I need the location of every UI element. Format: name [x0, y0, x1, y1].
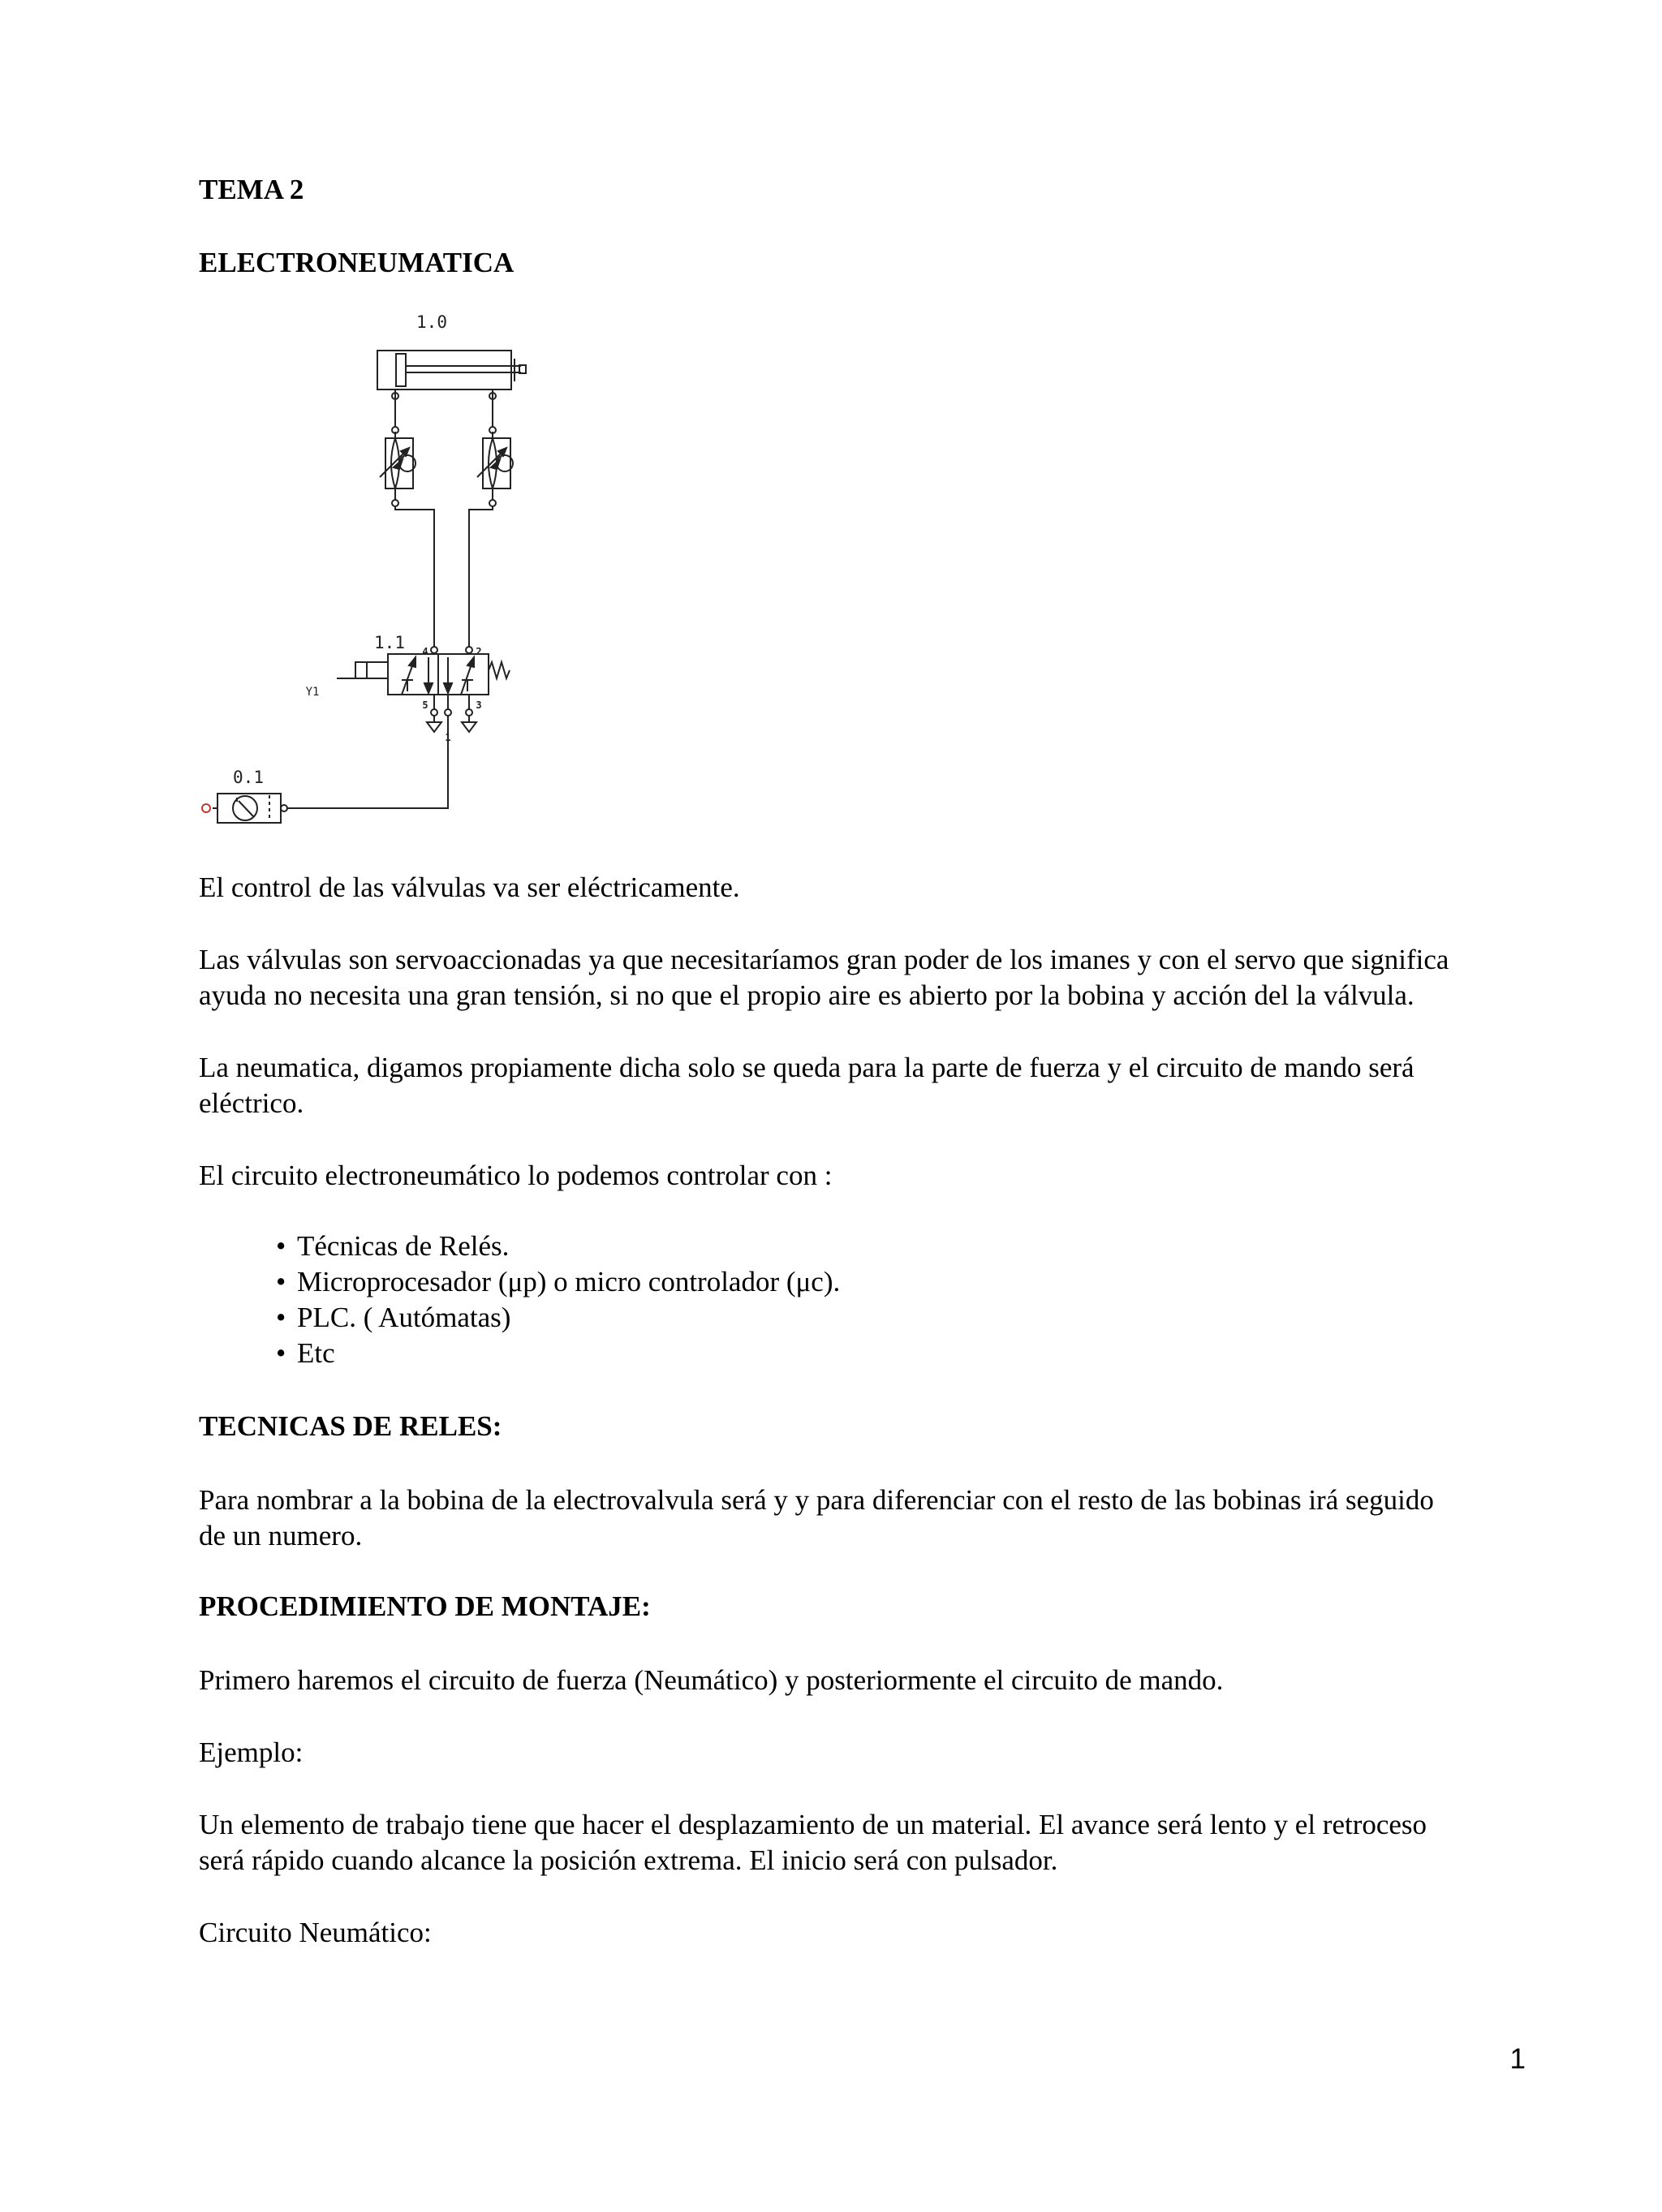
document-title: TEMA 2	[199, 174, 304, 205]
section-heading-procedimiento: PROCEDIMIENTO DE MONTAJE:	[199, 1590, 651, 1622]
bullet-glyph: •	[276, 1302, 286, 1333]
paragraph-control-options: El circuito electroneumático lo podemos controlar con :	[199, 1160, 833, 1191]
port-label-1: 1	[445, 732, 451, 743]
solenoid-valve-5-2	[337, 647, 510, 695]
paragraph-bobina-line2: de un numero.	[199, 1520, 363, 1551]
paragraph-neumatica-line1: La neumatica, digamos propiamente dicha solo se queda para la parte de fuerza y el circuito de mando será	[199, 1052, 1414, 1083]
bullet-item	[276, 1302, 510, 1334]
bullet-item	[276, 1230, 509, 1263]
circuit-label: Circuito Neumático:	[199, 1917, 432, 1948]
pneumatic-circuit-diagram	[195, 308, 568, 836]
paragraph-neumatica-line2: eléctrico.	[199, 1087, 304, 1119]
bullet-text: Etc	[297, 1337, 335, 1369]
page-number: 1	[1509, 2043, 1526, 2075]
supply-label: 0.1	[233, 768, 264, 787]
port-label-5: 5	[422, 699, 428, 711]
port-label-3: 3	[476, 699, 482, 711]
paragraph-example-line1: Un elemento de trabajo tiene que hacer el desplazamiento de un material. El avance será lento y el retroceso	[199, 1809, 1427, 1840]
bullet-text: Técnicas de Relés.	[297, 1230, 510, 1262]
double-acting-cylinder	[377, 351, 526, 389]
bullet-glyph: •	[276, 1230, 286, 1262]
paragraph-servo-line1: Las válvulas son servoaccionadas ya que necesitaríamos gran poder de los imanes y con el servo que significa	[199, 944, 1449, 975]
example-label: Ejemplo:	[199, 1736, 304, 1768]
paragraph-procedimiento: Primero haremos el circuito de fuerza (Neumático) y posteriormente el circuito de mando.	[199, 1664, 1224, 1696]
bullet-item	[276, 1337, 335, 1370]
solenoid-label: Y1	[305, 686, 320, 699]
bullet-text: Microprocesador (μp) o micro controlador (μc).	[297, 1266, 841, 1298]
flow-control-valve-right	[477, 432, 513, 500]
section-heading-tecnicas: TECNICAS DE RELES:	[199, 1410, 502, 1442]
document-subtitle: ELECTRONEUMATICA	[199, 247, 515, 278]
bullet-text: PLC. ( Autómatas)	[297, 1302, 511, 1333]
bullet-glyph: •	[276, 1266, 286, 1298]
valve-label: 1.1	[374, 633, 405, 652]
paragraph-servo-line2: ayuda no necesita una gran tensión, si no que el propio aire es abierto por la bobina y acción del la válvula.	[199, 979, 1414, 1011]
port-label-2: 2	[476, 646, 482, 657]
paragraph-bobina-line1: Para nombrar a la bobina de la electrovalvula será y y para diferenciar con el resto de las bobinas irá seguido	[199, 1484, 1434, 1516]
bullet-item	[276, 1266, 840, 1298]
paragraph-control: El control de las válvulas va ser eléctricamente.	[199, 871, 740, 903]
port-label-4: 4	[422, 646, 428, 657]
cylinder-label: 1.0	[416, 312, 447, 332]
flow-control-valve-left	[380, 432, 416, 500]
air-supply-unit	[202, 794, 281, 823]
bullet-glyph: •	[276, 1337, 286, 1369]
paragraph-example-line2: será rápido cuando alcance la posición extrema. El inicio será con pulsador.	[199, 1844, 1058, 1876]
